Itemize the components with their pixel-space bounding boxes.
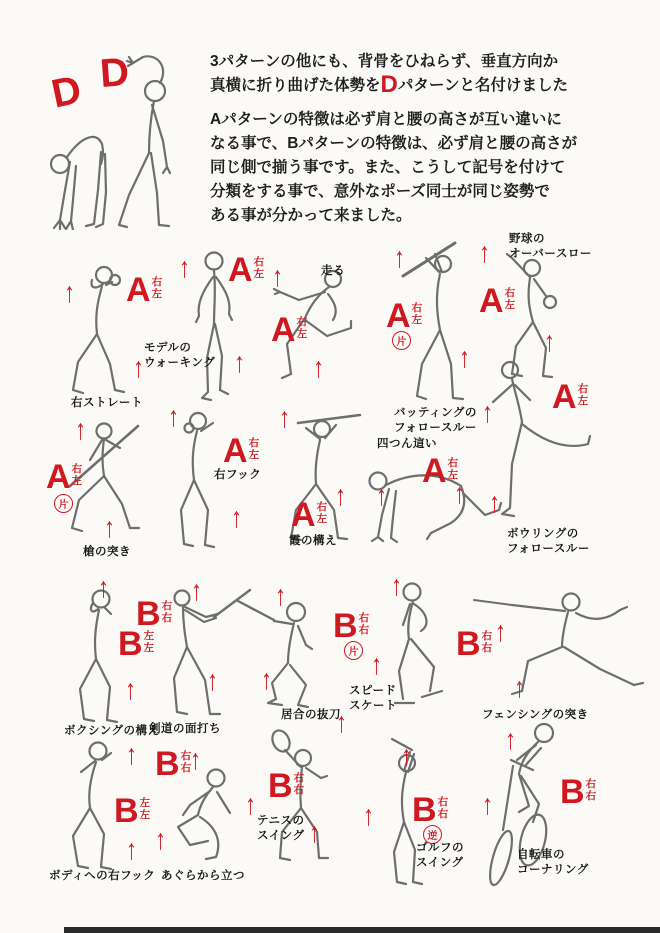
pattern-badge-batting: A 右 左: [386, 297, 423, 335]
page-edge-shadow: [64, 927, 660, 933]
figure-sketch-fencing-thrust: [468, 583, 656, 720]
up-arrow-icon: ↑: [394, 241, 405, 274]
caption-golf-swing: ゴルフの スイング: [416, 842, 464, 869]
up-arrow-icon: ↑: [155, 823, 166, 856]
up-arrow-icon: ↑: [454, 477, 465, 510]
inline-d-pattern-letter: D: [380, 71, 398, 98]
caption-all-fours: 四つん這い: [377, 438, 437, 450]
caption-bowling: ボウリングの フォロースルー: [507, 528, 590, 555]
up-arrow-icon: ↑: [309, 816, 320, 849]
up-arrow-icon: ↑: [544, 325, 555, 358]
caption-running: 走る: [321, 265, 345, 277]
caption-overhand-throw: 野球の オーバースロー: [509, 233, 592, 260]
pattern-badge-kasumi-stance: A 右 左: [291, 496, 328, 534]
pattern-badge-fencing-thrust: B 右 右: [456, 625, 493, 663]
badge-mark-batting: 片: [392, 331, 411, 350]
pattern-badge-speed-skating: B 右 右: [333, 607, 370, 645]
badge-mark-golf-swing: 逆: [423, 825, 442, 844]
intro-paragraph-2: Aパターンの特徴は必ず肩と腰の高さが互い違いに なる事で、Bパターンの特徴は、必ず肩と腰の高さが 同じ側で揃う事です。また、こうして記号を付けて 分類をする事で、意外なポーズ同士が同じ姿勢で ある事が分かって来ました。: [210, 111, 578, 224]
up-arrow-icon: ↑: [279, 401, 290, 434]
up-arrow-icon: ↑: [98, 571, 109, 604]
d-pattern-label-1: D: [47, 67, 86, 117]
up-arrow-icon: ↑: [168, 400, 179, 433]
up-arrow-icon: ↑: [459, 341, 470, 374]
intro-line-1: 3パターンの他にも、背骨をひねらず、垂直方向か: [210, 53, 559, 70]
caption-kendo-men-strike: 剣道の面打ち: [149, 723, 221, 735]
up-arrow-icon: ↑: [104, 511, 115, 544]
pattern-badge-running: A 右 左: [271, 311, 308, 349]
up-arrow-icon: ↑: [489, 486, 500, 519]
up-arrow-icon: ↑: [272, 260, 283, 293]
pattern-badge-all-fours: A 右 左: [422, 452, 459, 490]
caption-batting: バッティングの フォロースルー: [394, 407, 477, 434]
caption-stand-from-cross-legged: あぐらから立つ: [161, 870, 245, 882]
intro-line-2: 真横に折り曲げた体勢をDパターンと名付けました: [210, 71, 569, 98]
up-arrow-icon: ↑: [179, 251, 190, 284]
pattern-badge-kendo-men-strike: B 右 右: [136, 595, 173, 633]
up-arrow-icon: ↑: [275, 579, 286, 612]
pattern-badge-bowling: A 右 左: [552, 378, 589, 416]
badge-mark-spear-thrust: 片: [54, 494, 73, 513]
d-pattern-label-2: D: [98, 50, 131, 96]
pattern-badge-body-right-hook: B 左 左: [114, 792, 151, 830]
up-arrow-icon: ↑: [479, 236, 490, 269]
caption-bicycle-cornering: 自転車の コーナリング: [517, 849, 589, 876]
up-arrow-icon: ↑: [234, 346, 245, 379]
up-arrow-icon: ↑: [231, 501, 242, 534]
up-arrow-icon: ↑: [190, 743, 201, 776]
pattern-badge-bicycle-cornering: B 右 右: [560, 773, 597, 811]
pattern-badge-model-walking: A 右 左: [228, 251, 265, 289]
pattern-badge-spear-thrust: A 右 左: [46, 458, 83, 496]
figure-sketch-iai-sword-draw: [236, 593, 338, 723]
pattern-badge-right-hook: A 右 左: [223, 432, 260, 470]
caption-body-right-hook: ボディへの右フック: [49, 870, 156, 882]
pattern-badge-golf-swing: B 右 右: [412, 791, 449, 829]
up-arrow-icon: ↑: [495, 615, 506, 648]
pattern-badge-overhand-throw: A 右 左: [479, 282, 516, 320]
up-arrow-icon: ↑: [313, 351, 324, 384]
caption-right-hook: 右フック: [214, 469, 262, 481]
up-arrow-icon: ↑: [245, 788, 256, 821]
caption-speed-skating: スピード スケート: [349, 685, 397, 712]
up-arrow-icon: ↑: [133, 351, 144, 384]
up-arrow-icon: ↑: [482, 788, 493, 821]
pattern-badge-boxing-stance: B 左 左: [118, 625, 155, 663]
up-arrow-icon: ↑: [207, 664, 218, 697]
up-arrow-icon: ↑: [505, 723, 516, 756]
caption-right-straight: 右ストレート: [71, 397, 143, 409]
up-arrow-icon: ↑: [482, 396, 493, 429]
caption-boxing-stance: ボクシングの構え: [64, 725, 160, 737]
up-arrow-icon: ↑: [126, 833, 137, 866]
up-arrow-icon: ↑: [335, 479, 346, 512]
caption-model-walking: モデルの ウォーキング: [144, 342, 216, 369]
up-arrow-icon: ↑: [64, 276, 75, 309]
up-arrow-icon: ↑: [514, 671, 525, 704]
up-arrow-icon: ↑: [261, 663, 272, 696]
up-arrow-icon: ↑: [363, 799, 374, 832]
up-arrow-icon: ↑: [126, 738, 137, 771]
up-arrow-icon: ↑: [376, 479, 387, 512]
intro-text-block: [210, 50, 655, 228]
caption-kasumi-stance: 霞の構え: [289, 535, 337, 547]
up-arrow-icon: ↑: [125, 673, 136, 706]
up-arrow-icon: ↑: [75, 413, 86, 446]
pattern-badge-stand-from-cross-legged: B 右 右: [155, 745, 192, 783]
figure-sketch-d-side-stretch: [105, 45, 197, 232]
caption-fencing-thrust: フェンシングの突き: [482, 709, 589, 721]
up-arrow-icon: ↑: [336, 706, 347, 739]
up-arrow-icon: ↑: [191, 574, 202, 607]
up-arrow-icon: ↑: [371, 648, 382, 681]
caption-spear-thrust: 槍の突き: [83, 546, 131, 558]
pattern-badge-right-straight: A 右 左: [126, 271, 163, 309]
caption-iai-sword-draw: 居合の抜刀: [281, 709, 341, 721]
caption-tennis-swing: テニスの スイング: [257, 815, 305, 842]
badge-mark-speed-skating: 片: [344, 641, 363, 660]
pattern-badge-tennis-swing: B 右 右: [268, 767, 305, 805]
up-arrow-icon: ↑: [401, 739, 412, 772]
up-arrow-icon: ↑: [391, 569, 402, 602]
